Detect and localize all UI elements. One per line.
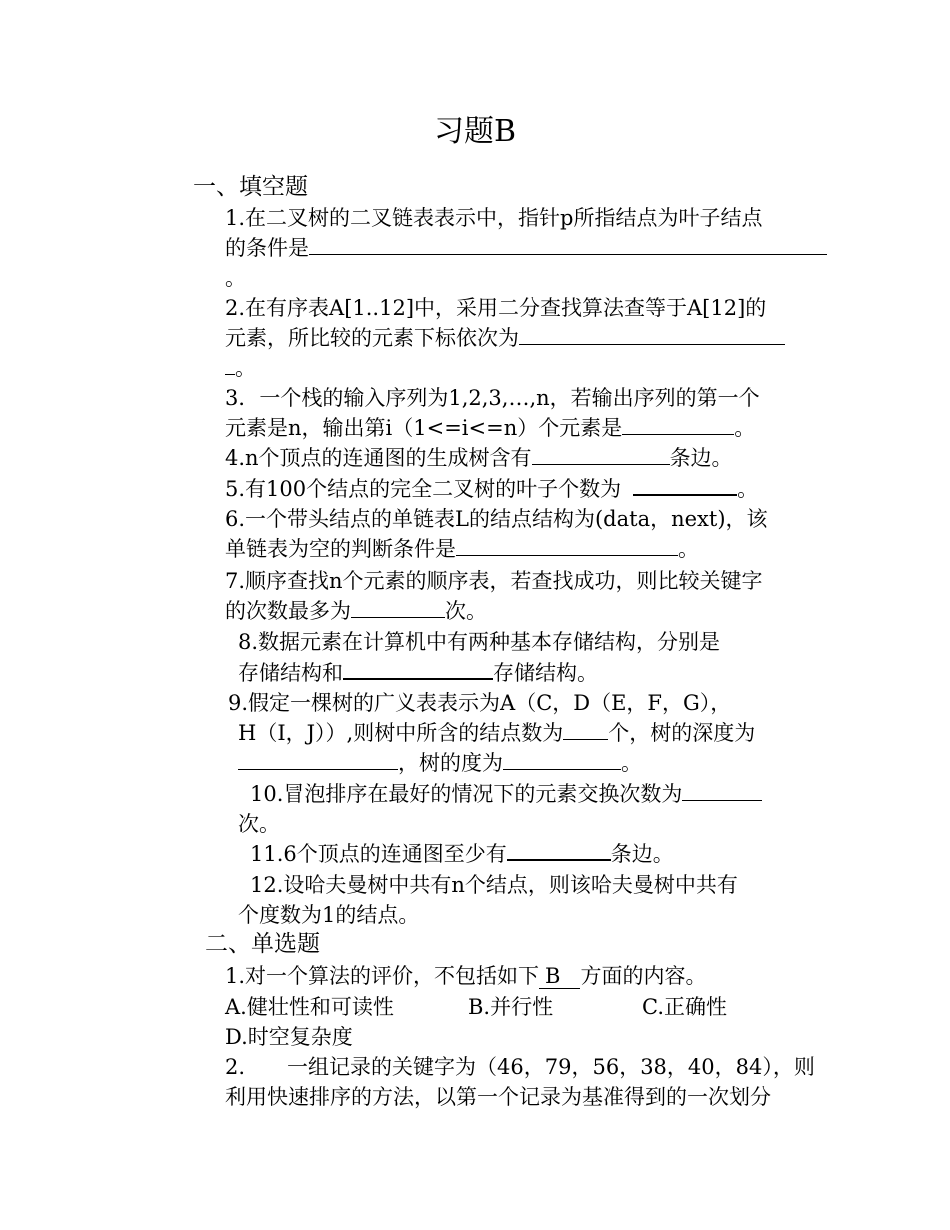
- answer-blank: [622, 414, 734, 435]
- page-title: 习题B: [433, 114, 517, 149]
- option-a: A.健壮性和可读性: [225, 995, 394, 1019]
- question-10-line-2: 次。: [238, 812, 280, 836]
- question-11-line: [250, 839, 674, 869]
- answer-blank: [343, 658, 493, 680]
- question-12-line-1: 12.设哈夫曼树中共有n个结点，则该哈夫曼树中共有: [250, 873, 738, 897]
- option-d: D.时空复杂度: [225, 1025, 353, 1049]
- question-3-line-1: 3．一个栈的输入序列为1,2,3,…,n，若输出序列的第一个: [225, 386, 760, 410]
- question-7-text: 的次数最多为: [225, 599, 351, 623]
- question-4-line: [225, 443, 733, 473]
- question-9-text: H（I，J））,则树中所含的结点数为: [238, 721, 564, 745]
- question-4-text: 4.n个顶点的连通图的生成树含有: [225, 446, 532, 470]
- question-6-text: 单链表为空的判断条件是: [225, 537, 456, 561]
- question-8-line-1: 8.数据元素在计算机中有两种基本存储结构，分别是: [238, 630, 721, 654]
- question-5-text: 5.有100个结点的完全二叉树的叶子个数为: [225, 477, 622, 501]
- question-8-end: 存储结构。: [493, 661, 598, 685]
- question-2-end: 。: [235, 356, 256, 380]
- answer-blank: [238, 749, 398, 770]
- question-9-line-2: [238, 718, 755, 748]
- question-6-line-1: 6.一个带头结点的单链表L的结点结构为(data，next)，该: [225, 507, 768, 531]
- answer-blank: [682, 780, 762, 801]
- question-7-line-2: [225, 596, 487, 626]
- question-9-end: 。: [621, 751, 642, 775]
- question-9-mid: 个，树的深度为: [608, 721, 756, 745]
- question-5-line: [225, 474, 758, 504]
- option-b: B.并行性: [468, 995, 554, 1019]
- answer-blank: [309, 234, 827, 255]
- mc-question-2-line-2: 利用快速排序的方法，以第一个记录为基准得到的一次划分: [225, 1085, 771, 1109]
- question-11-text: 11.6个顶点的连通图至少有: [250, 842, 507, 866]
- mc-question-1-answer: B: [539, 964, 580, 989]
- section-heading-fill-in: 一、填空题: [193, 174, 308, 200]
- question-2-text: 元素，所比较的元素下标依次为: [225, 326, 519, 350]
- question-2-line-3: [225, 353, 256, 383]
- question-1-line-1: 1.在二叉树的二叉链表表示中，指针p所指结点为叶子结点: [225, 206, 763, 230]
- question-11-end: 条边。: [610, 842, 674, 866]
- question-5-end: 。: [737, 477, 759, 501]
- answer-blank: [507, 839, 611, 861]
- question-8-line-2: [238, 658, 598, 688]
- question-4-end: 条边。: [669, 446, 733, 470]
- question-2-line-2: [225, 323, 785, 353]
- question-1-line-3: 。: [225, 266, 246, 290]
- question-10-text: 10.冒泡排序在最好的情况下的元素交换次数为: [250, 782, 683, 806]
- question-3-end: 。: [734, 416, 756, 440]
- question-9-line-1: 9.假定一棵树的广义表表示为A（C，D（E，F，G），: [228, 691, 732, 715]
- answer-blank: [633, 474, 737, 496]
- question-8-text: 存储结构和: [238, 661, 343, 685]
- answer-blank: [519, 324, 785, 345]
- answer-blank: [456, 535, 678, 556]
- question-6-end: 。: [678, 537, 699, 561]
- answer-blank: [563, 719, 608, 740]
- answer-blank: [351, 597, 445, 618]
- mc-question-1-text: 1.对一个算法的评价，不包括如下: [225, 964, 540, 988]
- mc-question-2-line-1: 2. 一组记录的关键字为（46，79，56，38，40，84），则: [225, 1055, 815, 1079]
- question-3-text: 元素是n，输出第i（1<=i<=n）个元素是: [225, 416, 623, 440]
- question-6-line-2: [225, 534, 699, 564]
- question-1-line-2: [225, 233, 827, 263]
- mc-question-1-line: [225, 961, 706, 991]
- question-3-line-2: [225, 413, 755, 443]
- question-7-line-1: 7.顺序查找n个元素的顺序表，若查找成功，则比较关键字: [225, 569, 763, 593]
- question-1-text: 的条件是: [225, 236, 309, 260]
- answer-blank: [532, 444, 670, 465]
- mc-question-1-end: 方面的内容。: [580, 964, 707, 988]
- question-12-line-2: 个度数为1的结点。: [238, 903, 420, 927]
- answer-blank: [503, 749, 621, 770]
- question-10-line-1: [250, 779, 762, 809]
- section-heading-single-choice: 二、单选题: [205, 931, 320, 957]
- option-c: C.正确性: [642, 995, 727, 1019]
- answer-blank: [225, 354, 235, 375]
- question-2-line-1: 2.在有序表A[1..12]中，采用二分查找算法查等于A[12]的: [225, 296, 767, 320]
- question-7-end: 次。: [445, 599, 487, 623]
- question-9-text-2: ，树的度为: [398, 751, 503, 775]
- question-9-line-3: [238, 748, 642, 778]
